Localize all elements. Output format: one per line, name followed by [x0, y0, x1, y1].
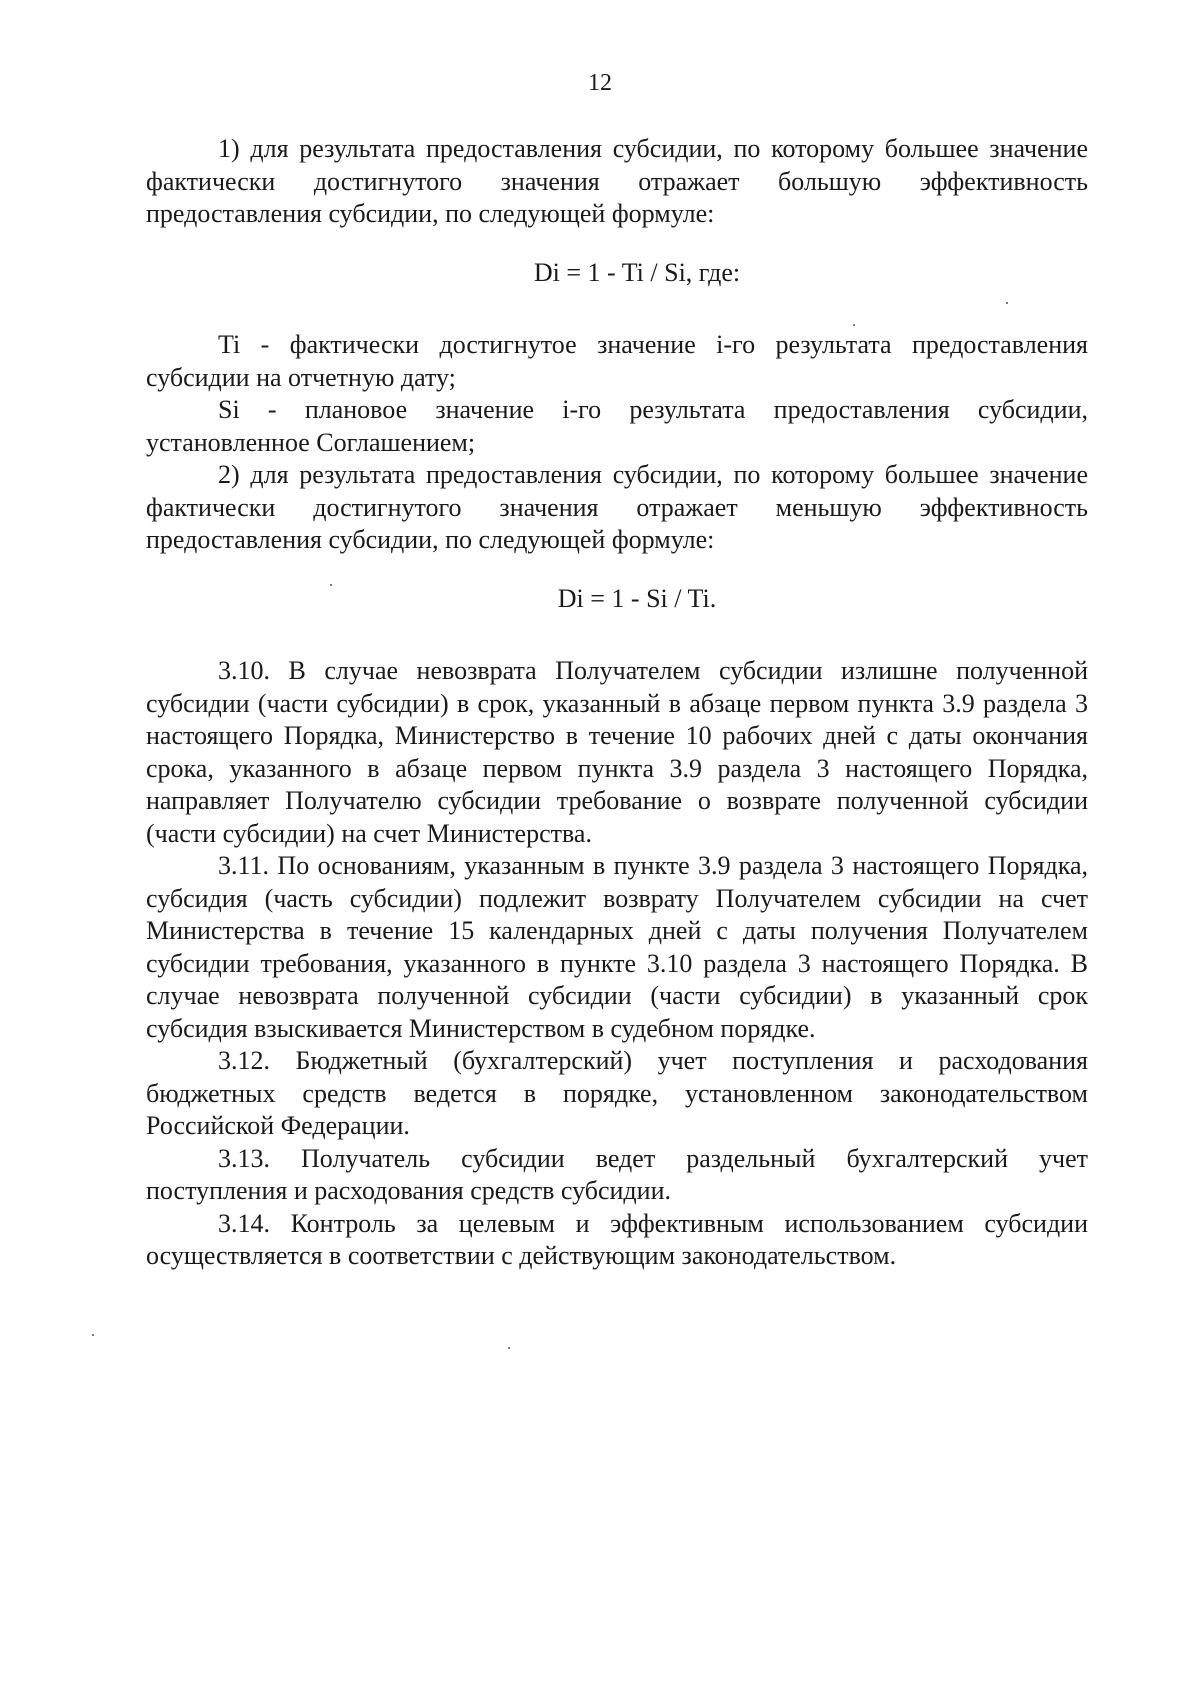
paragraph-formula-2-intro: 2) для результата предоставления субсидии, по которому большее значение фактически достигнутого значения отражает меньшую эффективность предоставления субсидии, по следующей формуле: [146, 460, 1088, 554]
paragraph-3-12: 3.12. Бюджетный (бухгалтерский) учет поступления и расходования бюджетных средств ведется в порядке, установленном законодательством Российской Федерации. [146, 1046, 1088, 1140]
document-body [146, 133, 1088, 1273]
formula-1: Di = 1 - Ti / Si, где: [533, 257, 741, 287]
scan-speck [330, 584, 332, 586]
paragraph-3-10: 3.10. В случае невозврата Получателем субсидии излишне полученной субсидии (части субсидии) в срок, указанный в абзаце первом пункта 3.9 раздела 3 настоящего Порядка, Министерство в течение 10 рабочих дней с даты окончания срока, указанного в абзаце первом пункта 3.9 раздела 3 настоящего Порядка, направляет Получателю субсидии требование о возврате полученной субсидии (части субсидии) на счет Министерства. [146, 656, 1088, 848]
paragraph-3-11: 3.11. По основаниям, указанным в пункте 3.9 раздела 3 настоящего Порядка, субсидия (часть субсидии) подлежит возврату Получателем субсидии на счет Министерства в течение 15 календарных дней с даты получения Получателем субсидии требования, указанного в пункте 3.10 раздела 3 настоящего Порядка. В случае невозврата полученной субсидии (части субсидии) в указанный срок субсидия взыскивается Министерством в судебном порядке. [146, 851, 1088, 1043]
paragraph-3-13: 3.13. Получатель субсидии ведет раздельный бухгалтерский учет поступления и расходования средств субсидии. [146, 1143, 1088, 1205]
formula-2: Di = 1 - Si / Ti. [557, 583, 717, 613]
scan-speck [508, 1347, 510, 1349]
paragraph-3-14: 3.14. Контроль за целевым и эффективным использованием субсидии осуществляется в соответствии с действующим законодательством. [146, 1208, 1088, 1270]
paragraph-si-definition: Si - плановое значение i-го результата предоставления субсидии, установленное Соглашением; [146, 395, 1088, 457]
paragraph-ti-definition: Ti - фактически достигнутое значение i-го результата предоставления субсидии на отчетную дату; [146, 330, 1088, 392]
paragraph-formula-1-intro: 1) для результата предоставления субсидии, по которому большее значение фактически достигнутого значения отражает большую эффективность предоставления субсидии, по следующей формуле: [146, 134, 1088, 228]
scan-speck [853, 324, 855, 326]
scan-speck [1006, 302, 1008, 304]
scan-speck [92, 1334, 94, 1336]
page-number: 12 [588, 70, 612, 96]
